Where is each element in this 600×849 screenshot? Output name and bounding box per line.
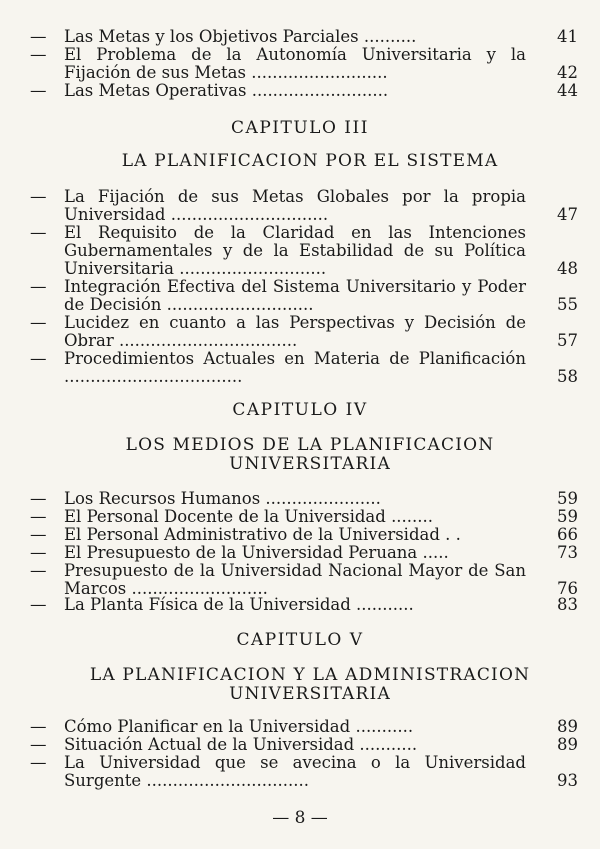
entry-dash: — bbox=[30, 313, 47, 332]
entry-page: 57 bbox=[557, 331, 578, 350]
toc-entry bbox=[30, 526, 578, 544]
entry-dash: — bbox=[30, 507, 47, 526]
page-number: — 8 — bbox=[272, 808, 328, 828]
chapter-title-line2: UNIVERSITARIA bbox=[229, 684, 391, 704]
toc-entry bbox=[30, 490, 578, 508]
entry-page: 73 bbox=[557, 543, 578, 562]
entry-dash: — bbox=[30, 595, 47, 614]
entry-dash: — bbox=[30, 753, 47, 772]
entry-page: 83 bbox=[557, 595, 578, 614]
toc-entry bbox=[30, 224, 578, 278]
entry-page: 47 bbox=[557, 205, 578, 224]
entry-dash: — bbox=[30, 45, 47, 64]
toc-entry bbox=[30, 596, 578, 614]
toc-entry bbox=[30, 350, 578, 386]
entry-title: El Personal Administrativo de la Universidad . . bbox=[64, 525, 461, 544]
entry-title: El Presupuesto de la Universidad Peruana ..... bbox=[64, 543, 449, 562]
entry-title: Procedimientos Actuales en Materia de Planificación .................................. bbox=[64, 349, 526, 386]
toc-entry bbox=[30, 314, 578, 350]
entry-title: Lucidez en cuanto a las Perspectivas y Decisión de Obrar .................................. bbox=[64, 313, 526, 350]
entry-dash: — bbox=[30, 81, 47, 100]
entry-title: Integración Efectiva del Sistema Universitario y Poder de Decisión ............................ bbox=[64, 277, 526, 314]
toc-entry bbox=[30, 82, 578, 100]
chapter-label: CAPITULO IV bbox=[232, 400, 368, 420]
entry-title: El Personal Docente de la Universidad ........ bbox=[64, 507, 434, 526]
toc-entry bbox=[30, 46, 578, 82]
entry-dash: — bbox=[30, 717, 47, 736]
chapter-title-line1: LOS MEDIOS DE LA PLANIFICACION bbox=[125, 435, 495, 455]
entry-page: 76 bbox=[557, 579, 578, 598]
entry-page: 58 bbox=[557, 367, 578, 386]
chapter-title-line1: LA PLANIFICACION Y LA ADMINISTRACION bbox=[89, 665, 531, 685]
chapter-title-line2: UNIVERSITARIA bbox=[229, 454, 391, 474]
entry-page: 42 bbox=[557, 63, 578, 82]
entry-page: 59 bbox=[557, 507, 578, 526]
entry-title: La Universidad que se avecina o la Universidad Surgente ............................... bbox=[64, 753, 526, 790]
entry-dash: — bbox=[30, 27, 47, 46]
entry-page: 93 bbox=[557, 771, 578, 790]
entry-page: 44 bbox=[557, 81, 578, 100]
entry-title: Los Recursos Humanos ...................... bbox=[64, 489, 381, 508]
entry-page: 89 bbox=[557, 717, 578, 736]
entry-title: La Fijación de sus Metas Globales por la propia Universidad .............................. bbox=[64, 187, 526, 224]
entry-dash: — bbox=[30, 561, 47, 580]
entry-dash: — bbox=[30, 277, 47, 296]
chapter-label: CAPITULO III bbox=[231, 118, 369, 138]
entry-page: 66 bbox=[557, 525, 578, 544]
toc-entry bbox=[30, 562, 578, 598]
entry-dash: — bbox=[30, 525, 47, 544]
toc-entry bbox=[30, 544, 578, 562]
entry-page: 55 bbox=[557, 295, 578, 314]
entry-title: Cómo Planificar en la Universidad ........... bbox=[64, 717, 414, 736]
entry-dash: — bbox=[30, 187, 47, 206]
entry-title: El Problema de la Autonomía Universitaria y la Fijación de sus Metas .......................... bbox=[64, 45, 526, 82]
entry-page: 59 bbox=[557, 489, 578, 508]
entry-page: 48 bbox=[557, 259, 578, 278]
toc-entry bbox=[30, 718, 578, 736]
entry-dash: — bbox=[30, 349, 47, 368]
entry-title: Las Metas Operativas .......................... bbox=[64, 81, 389, 100]
entry-title: El Requisito de la Claridad en las Intenciones Gubernamentales y de la Estabilidad de su Política Universitaria ............................ bbox=[64, 223, 526, 278]
toc-entry bbox=[30, 508, 578, 526]
toc-entry bbox=[30, 754, 578, 790]
entry-dash: — bbox=[30, 489, 47, 508]
chapter-label: CAPITULO V bbox=[236, 630, 364, 650]
entry-page: 41 bbox=[557, 27, 578, 46]
entry-dash: — bbox=[30, 543, 47, 562]
entry-title: Presupuesto de la Universidad Nacional Mayor de San Marcos .......................... bbox=[64, 561, 526, 598]
toc-entry bbox=[30, 28, 578, 46]
entry-title: Las Metas y los Objetivos Parciales .......... bbox=[64, 27, 417, 46]
entry-dash: — bbox=[30, 223, 47, 242]
entry-dash: — bbox=[30, 735, 47, 754]
chapter-title: LA PLANIFICACION POR EL SISTEMA bbox=[121, 151, 499, 171]
entry-page: 89 bbox=[557, 735, 578, 754]
toc-entry bbox=[30, 278, 578, 314]
entry-title: La Planta Física de la Universidad ........... bbox=[64, 595, 414, 614]
toc-entry bbox=[30, 188, 578, 224]
toc-entry bbox=[30, 736, 578, 754]
entry-title: Situación Actual de la Universidad ........... bbox=[64, 735, 418, 754]
